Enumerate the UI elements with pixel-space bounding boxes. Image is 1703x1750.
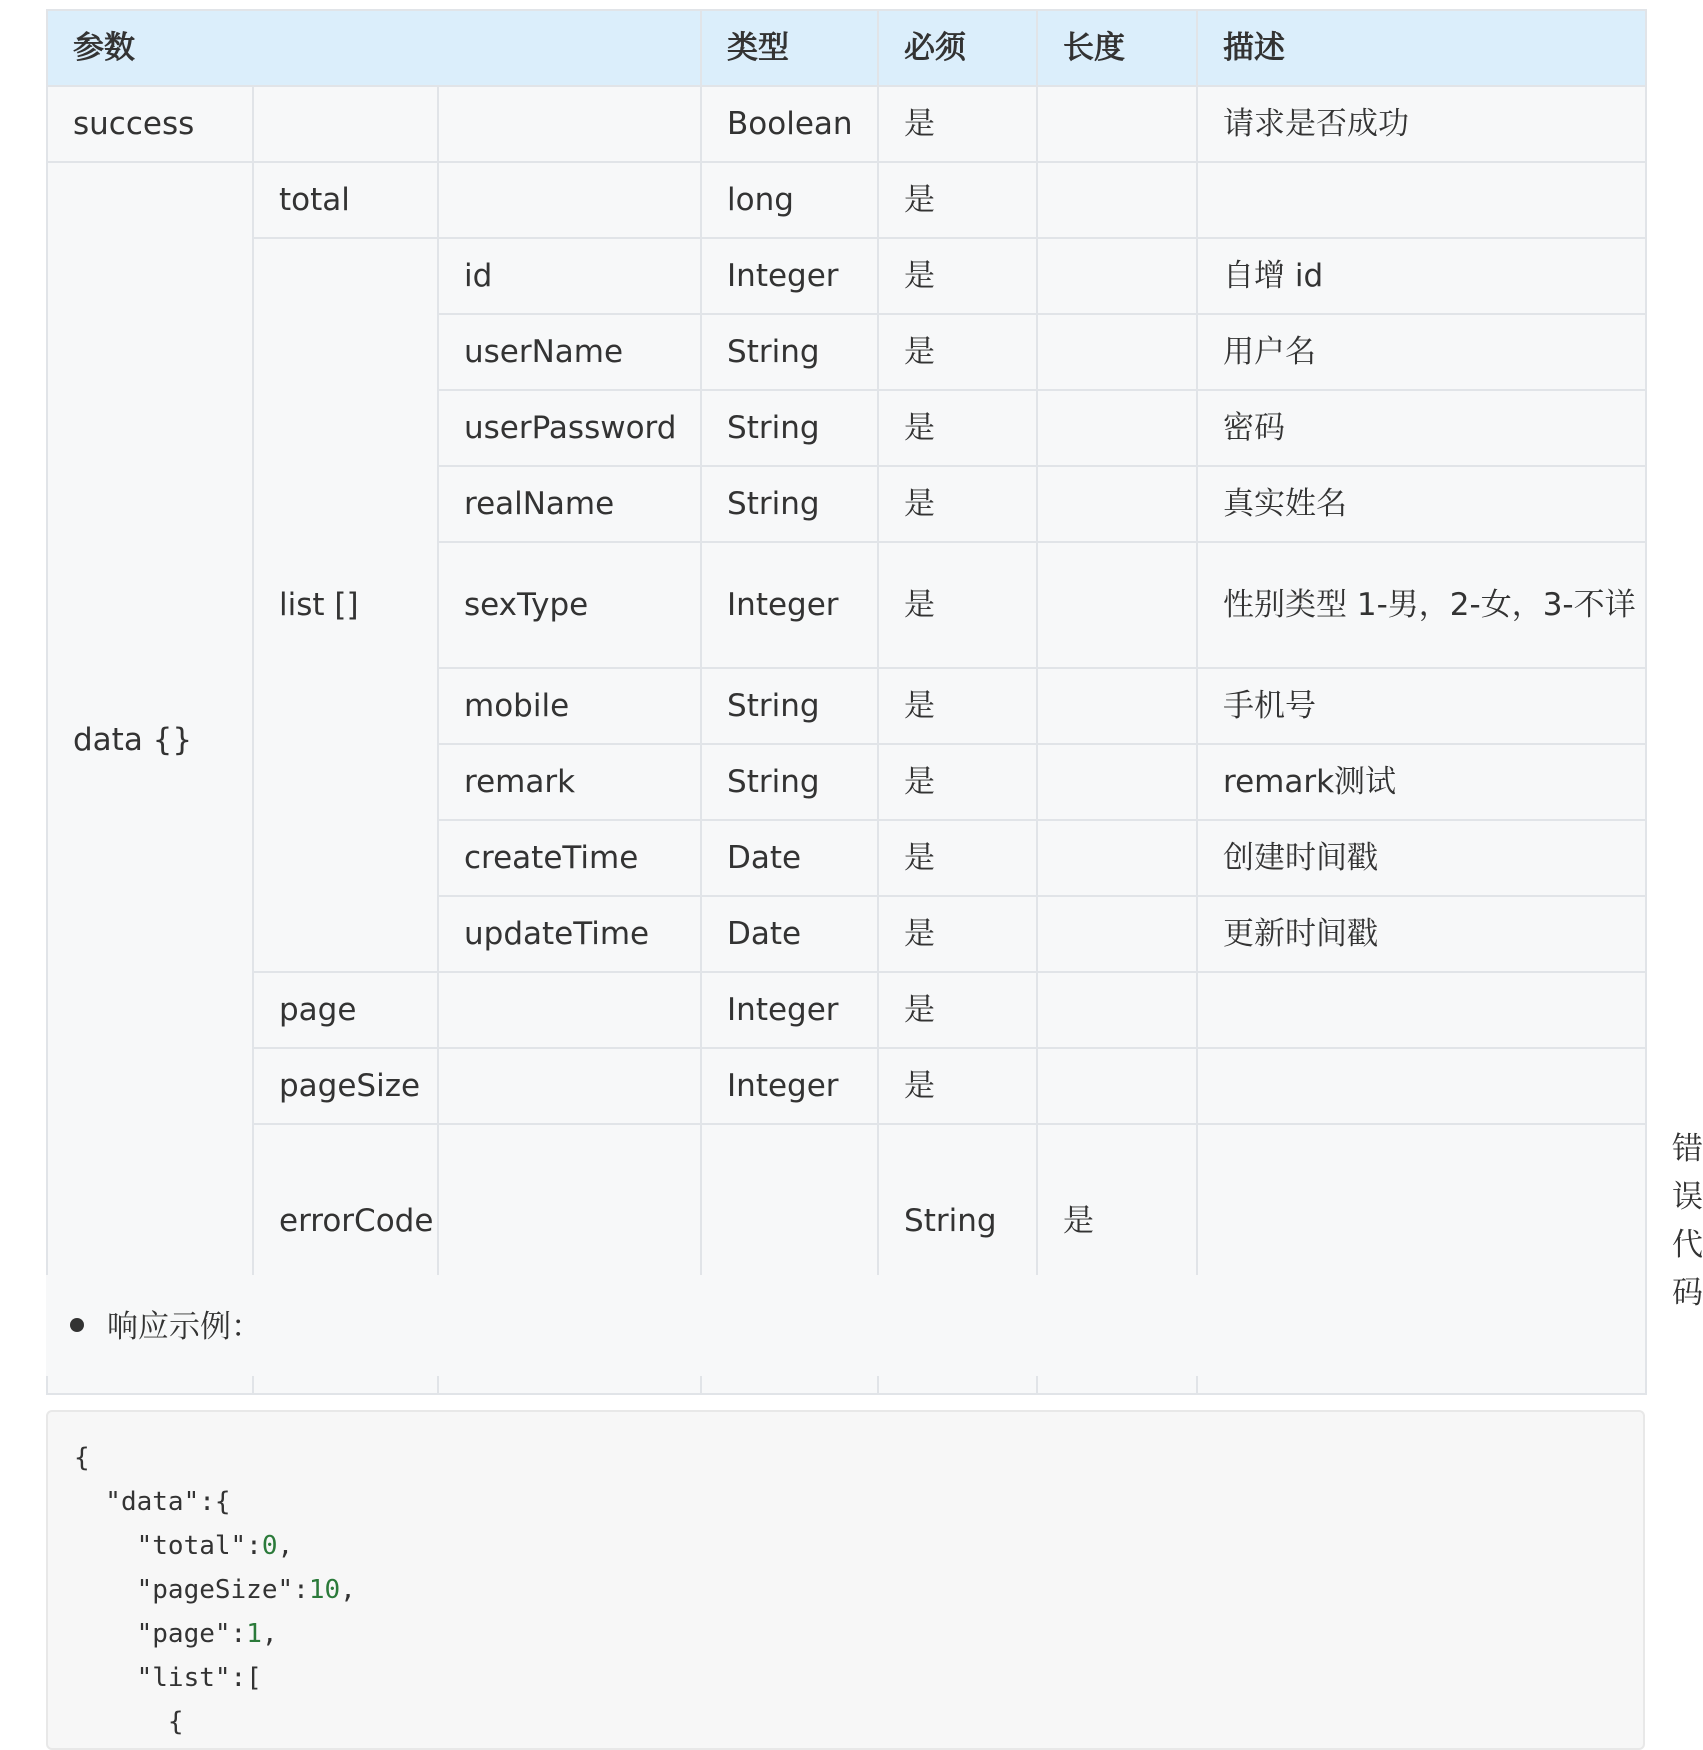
param-required: 是 bbox=[878, 1048, 1037, 1124]
param-name: createTime bbox=[438, 820, 701, 896]
empty-cell bbox=[438, 1048, 701, 1124]
param-type: Integer bbox=[701, 238, 878, 314]
header-param: 参数 bbox=[47, 10, 701, 86]
code-number: 0 bbox=[261, 1531, 278, 1561]
param-length bbox=[1037, 238, 1197, 314]
code-line bbox=[74, 1568, 1643, 1612]
empty-cell bbox=[438, 86, 701, 162]
table-header-row bbox=[47, 10, 1646, 86]
param-type: String bbox=[701, 466, 878, 542]
param-required: 是 bbox=[878, 972, 1037, 1048]
code-number: 1 bbox=[246, 1619, 262, 1649]
param-type: Date bbox=[701, 820, 878, 896]
param-length bbox=[1037, 86, 1197, 162]
param-length bbox=[1037, 668, 1197, 744]
param-type: Integer bbox=[701, 542, 878, 668]
bullet-label: 响应示例： bbox=[107, 1309, 262, 1345]
param-type: long bbox=[701, 162, 878, 238]
code-line bbox=[74, 1524, 1643, 1568]
empty-cell bbox=[438, 972, 701, 1048]
param-name: success bbox=[47, 86, 253, 162]
table-row bbox=[47, 162, 1646, 238]
code-punct: , bbox=[261, 1619, 278, 1649]
code-key: "total": bbox=[74, 1531, 262, 1561]
empty-cell bbox=[438, 162, 701, 238]
param-length bbox=[1037, 542, 1197, 668]
param-required: 是 bbox=[878, 896, 1037, 972]
param-length bbox=[1037, 1048, 1197, 1124]
code-line: { bbox=[74, 1707, 184, 1737]
header-type: 类型 bbox=[701, 10, 878, 86]
param-type: String bbox=[701, 668, 878, 744]
param-name: remark bbox=[438, 744, 701, 820]
header-required: 必须 bbox=[878, 10, 1037, 86]
param-description: remark测试 bbox=[1197, 744, 1646, 820]
param-description bbox=[1197, 972, 1646, 1048]
empty-cell bbox=[253, 86, 438, 162]
param-length bbox=[1037, 162, 1197, 238]
header-description: 描述 bbox=[1197, 10, 1646, 86]
param-length bbox=[1037, 820, 1197, 896]
param-description bbox=[1197, 162, 1646, 238]
param-required: 是 bbox=[878, 162, 1037, 238]
param-length bbox=[1037, 896, 1197, 972]
param-required: 是 bbox=[878, 86, 1037, 162]
code-number: 10 bbox=[308, 1575, 341, 1605]
param-required: 是 bbox=[878, 820, 1037, 896]
table-row bbox=[47, 972, 1646, 1048]
param-type: String bbox=[878, 1124, 1037, 1318]
param-length bbox=[1037, 972, 1197, 1048]
table-row: errorCode String 是 错误代码 bbox=[47, 1124, 1646, 1318]
param-name: pageSize bbox=[253, 1048, 438, 1124]
param-type: String bbox=[701, 390, 878, 466]
param-name: userPassword bbox=[438, 390, 701, 466]
param-name: sexType bbox=[438, 542, 701, 668]
param-length bbox=[1037, 744, 1197, 820]
param-name: id bbox=[438, 238, 701, 314]
param-type: String bbox=[701, 744, 878, 820]
header-length: 长度 bbox=[1037, 10, 1197, 86]
param-required: 是 bbox=[878, 466, 1037, 542]
bullet-dot-icon bbox=[70, 1318, 84, 1332]
code-punct: , bbox=[277, 1531, 294, 1561]
response-example-bullet bbox=[46, 1275, 1645, 1376]
param-description: 创建时间戳 bbox=[1197, 820, 1646, 896]
code-key: "pageSize": bbox=[74, 1575, 309, 1605]
param-name: list [] bbox=[253, 238, 438, 972]
param-description: 性别类型 1-男，2-女，3-不详 bbox=[1197, 542, 1646, 668]
param-name: data {} bbox=[47, 162, 253, 1318]
param-name: mobile bbox=[438, 668, 701, 744]
code-line: "list":[ bbox=[74, 1663, 262, 1693]
code-block bbox=[46, 1410, 1645, 1750]
parameter-table bbox=[46, 9, 1703, 1395]
param-name: total bbox=[253, 162, 438, 238]
param-description: 密码 bbox=[1197, 390, 1646, 466]
param-required: 是 bbox=[1037, 1124, 1197, 1318]
param-required: 是 bbox=[878, 542, 1037, 668]
param-description: 更新时间戳 bbox=[1197, 896, 1646, 972]
code-punct: , bbox=[340, 1575, 356, 1605]
param-name: realName bbox=[438, 466, 701, 542]
param-length bbox=[1037, 314, 1197, 390]
param-name: updateTime bbox=[438, 896, 701, 972]
param-required: 是 bbox=[878, 668, 1037, 744]
table-row bbox=[47, 238, 1646, 314]
code-line: { bbox=[74, 1443, 90, 1473]
param-description: 手机号 bbox=[1197, 668, 1646, 744]
param-name: page bbox=[253, 972, 438, 1048]
table-row bbox=[47, 86, 1646, 162]
param-type: String bbox=[701, 314, 878, 390]
param-required: 是 bbox=[878, 390, 1037, 466]
param-type: Integer bbox=[701, 1048, 878, 1124]
code-key: "page": bbox=[74, 1619, 247, 1649]
param-description: 真实姓名 bbox=[1197, 466, 1646, 542]
param-description bbox=[1197, 1048, 1646, 1124]
code-line bbox=[74, 1612, 1643, 1656]
param-length bbox=[1037, 390, 1197, 466]
param-name: userName bbox=[438, 314, 701, 390]
code-content bbox=[48, 1412, 1643, 1744]
param-description: 用户名 bbox=[1197, 314, 1646, 390]
param-required: 是 bbox=[878, 238, 1037, 314]
param-name: errorCode bbox=[253, 1124, 438, 1318]
param-type: Date bbox=[701, 896, 878, 972]
param-required: 是 bbox=[878, 744, 1037, 820]
param-type: Integer bbox=[701, 972, 878, 1048]
table-row bbox=[47, 1048, 1646, 1124]
param-length bbox=[1037, 466, 1197, 542]
code-line: "data":{ bbox=[74, 1487, 231, 1517]
param-description: 自增 id bbox=[1197, 238, 1646, 314]
param-type: Boolean bbox=[701, 86, 878, 162]
param-required: 是 bbox=[878, 314, 1037, 390]
param-description: 请求是否成功 bbox=[1197, 86, 1646, 162]
